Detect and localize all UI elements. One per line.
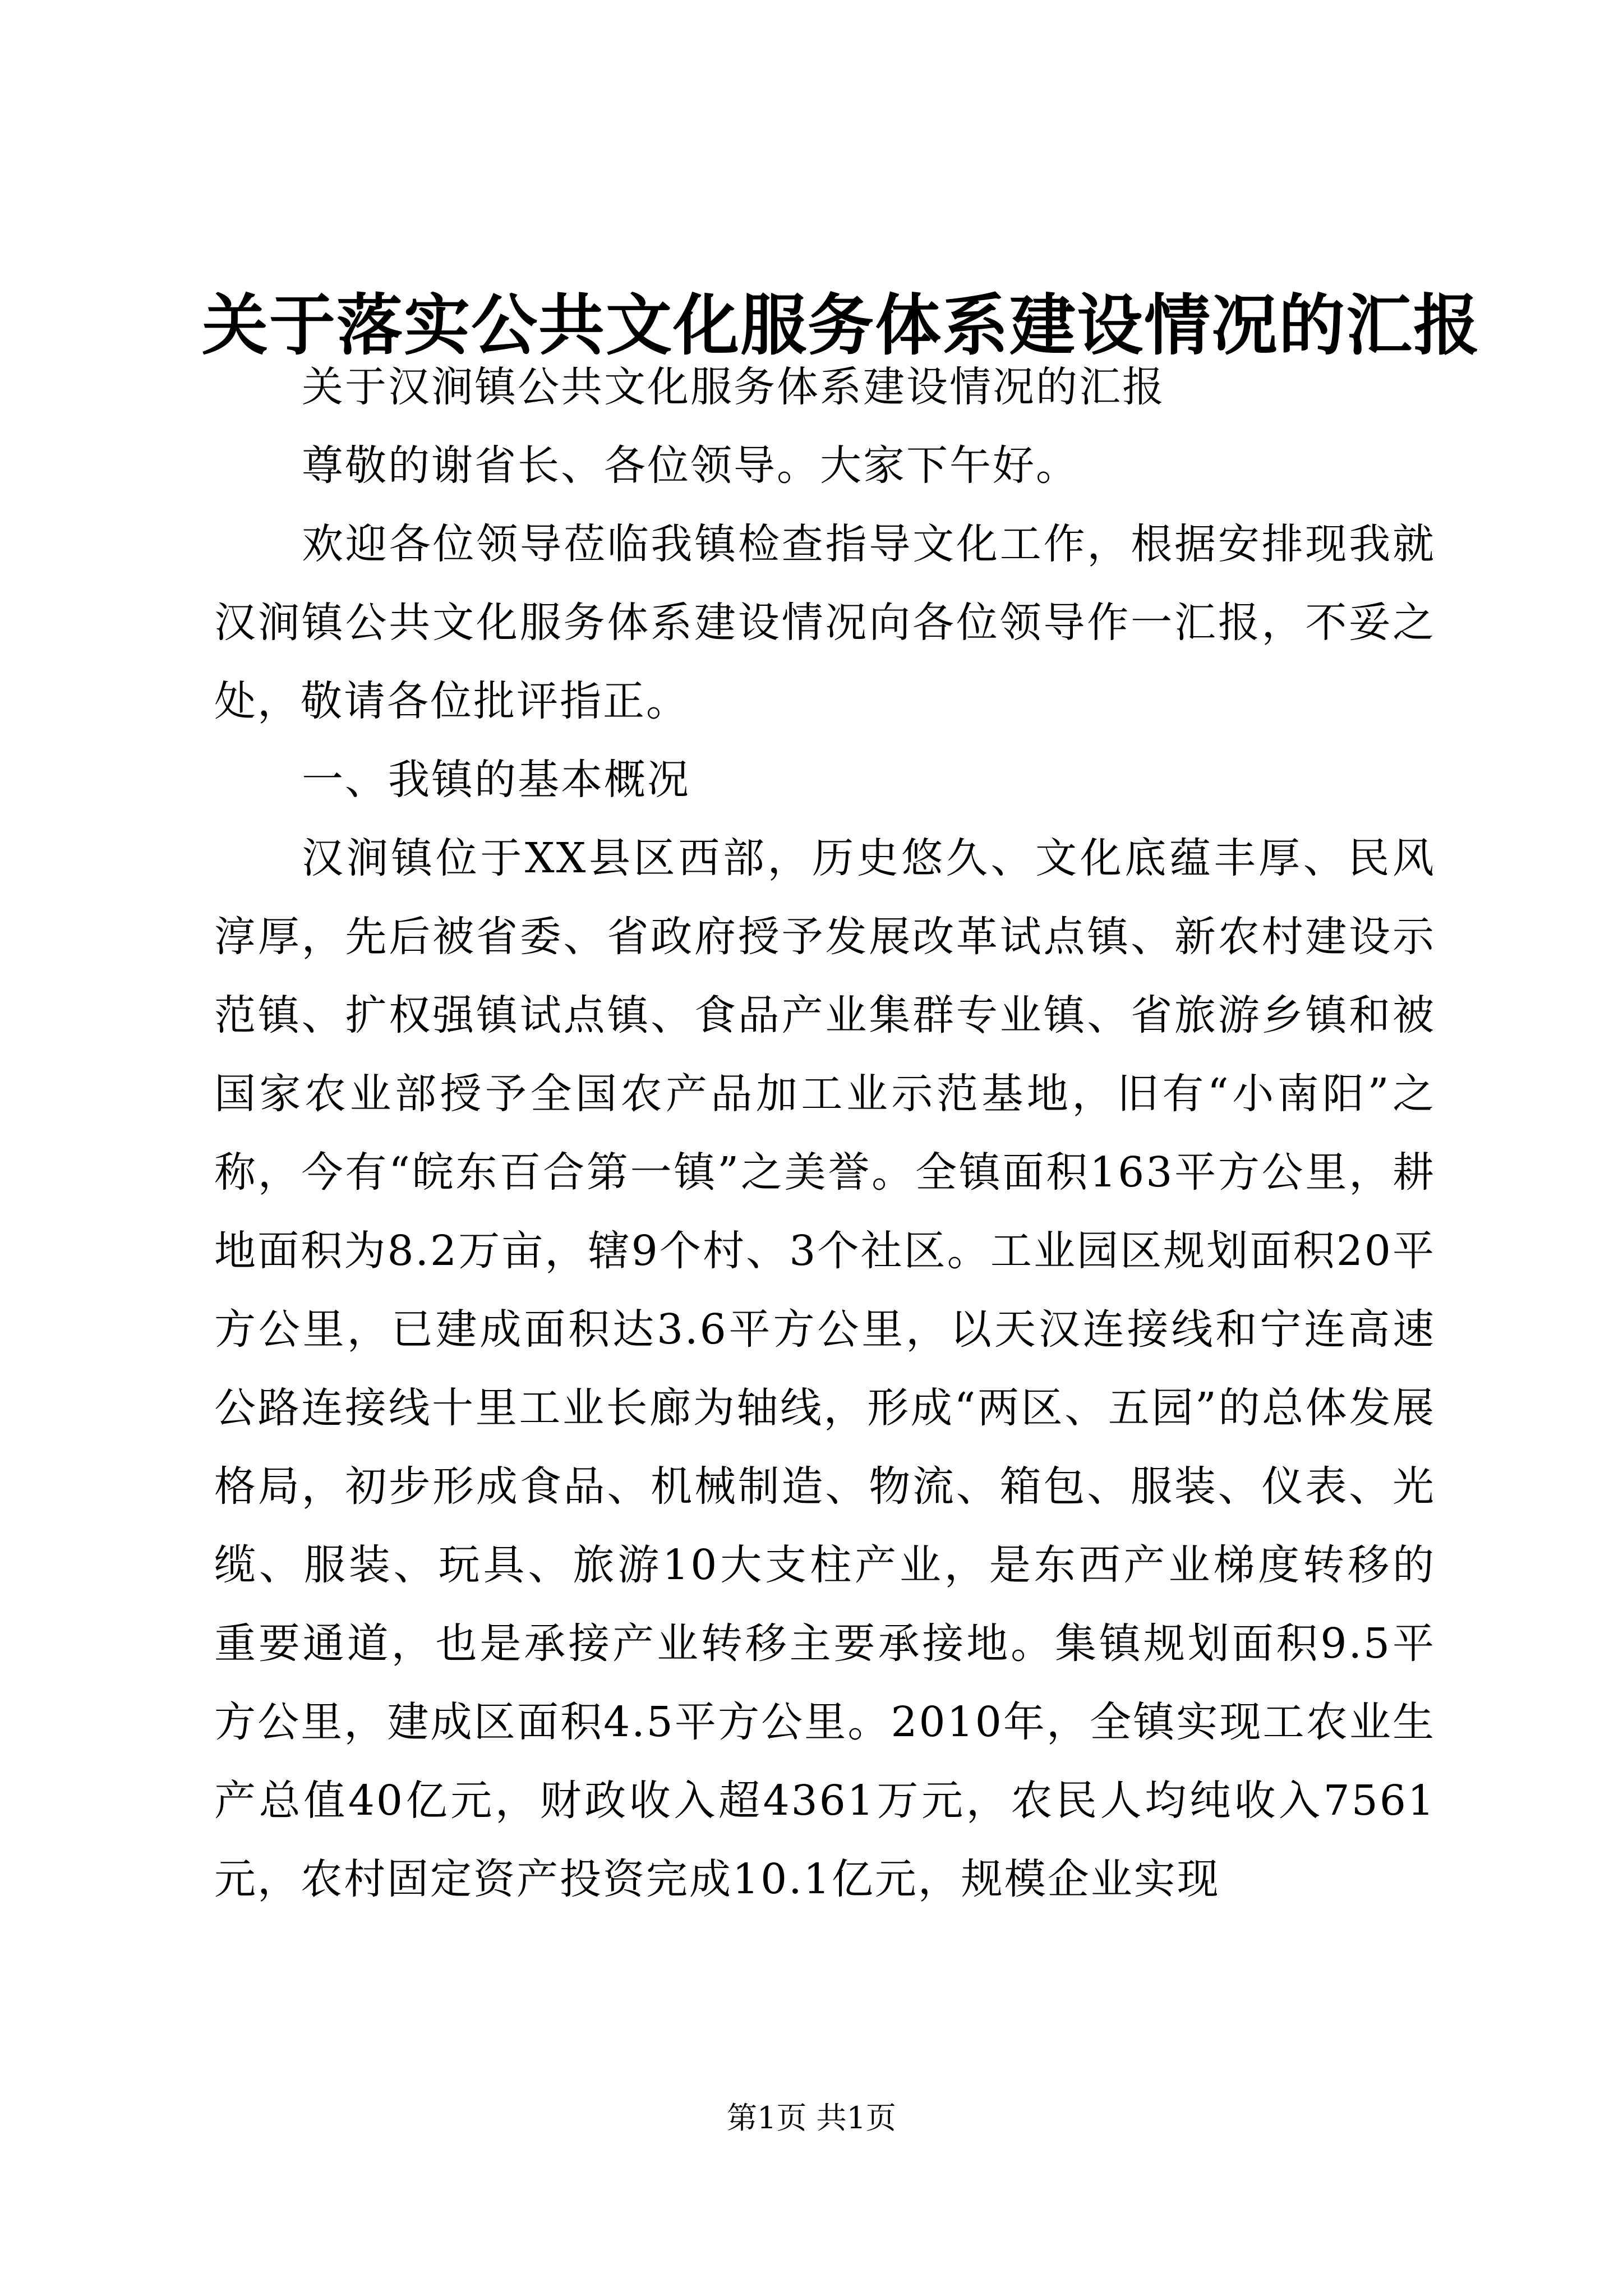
intro-paragraph: 欢迎各位领导莅临我镇检查指导文化工作，根据安排现我就汉涧镇公共文化服务体系建设情况向各位领导作一汇报，不妥之处，敬请各位批评指正。 — [214, 520, 1436, 725]
document-title: 关于落实公共文化服务体系建设情况的汇报 — [202, 286, 1481, 364]
document-body — [214, 348, 1436, 1918]
overview-paragraph: 汉涧镇位于XX县区西部，历史悠久、文化底蕴丰厚、民风淳厚，先后被省委、省政府授予发展改革试点镇、新农村建设示范镇、扩权强镇试点镇、食品产业集群专业镇、省旅游乡镇和被国家农业部授予全国农产品加工业示范基地，旧有“小南阳”之称，今有“皖东百合第一镇”之美誉。全镇面积163平方公里，耕地面积为8.2万亩，辖9个村、3个社区。工业园区规划面积20平方公里，已建成面积达3.6平方公里，以天汉连接线和宁连高速公路连接线十里工业长廊为轴线，形成“两区、五园”的总体发展格局，初步形成食品、机械制造、物流、箱包、服装、仪表、光缆、服装、玩具、旅游10大支柱产业，是东西产业梯度转移的重要通道，也是承接产业转移主要承接地。集镇规划面积9.5平方公里，建成区面积4.5平方公里。2010年，全镇实现工农业生产总值40亿元，财政收入超4361万元，农民人均纯收入7561元，农村固定资产投资完成10.1亿元，规模企业实现 — [214, 834, 1436, 1903]
greeting-paragraph: 尊敬的谢省长、各位领导。大家下午好。 — [302, 441, 1079, 490]
page-footer: 第1页 共1页 — [727, 2100, 896, 2136]
section-heading: 一、我镇的基本概况 — [302, 756, 690, 804]
subtitle-paragraph: 关于汉涧镇公共文化服务体系建设情况的汇报 — [302, 363, 1165, 411]
